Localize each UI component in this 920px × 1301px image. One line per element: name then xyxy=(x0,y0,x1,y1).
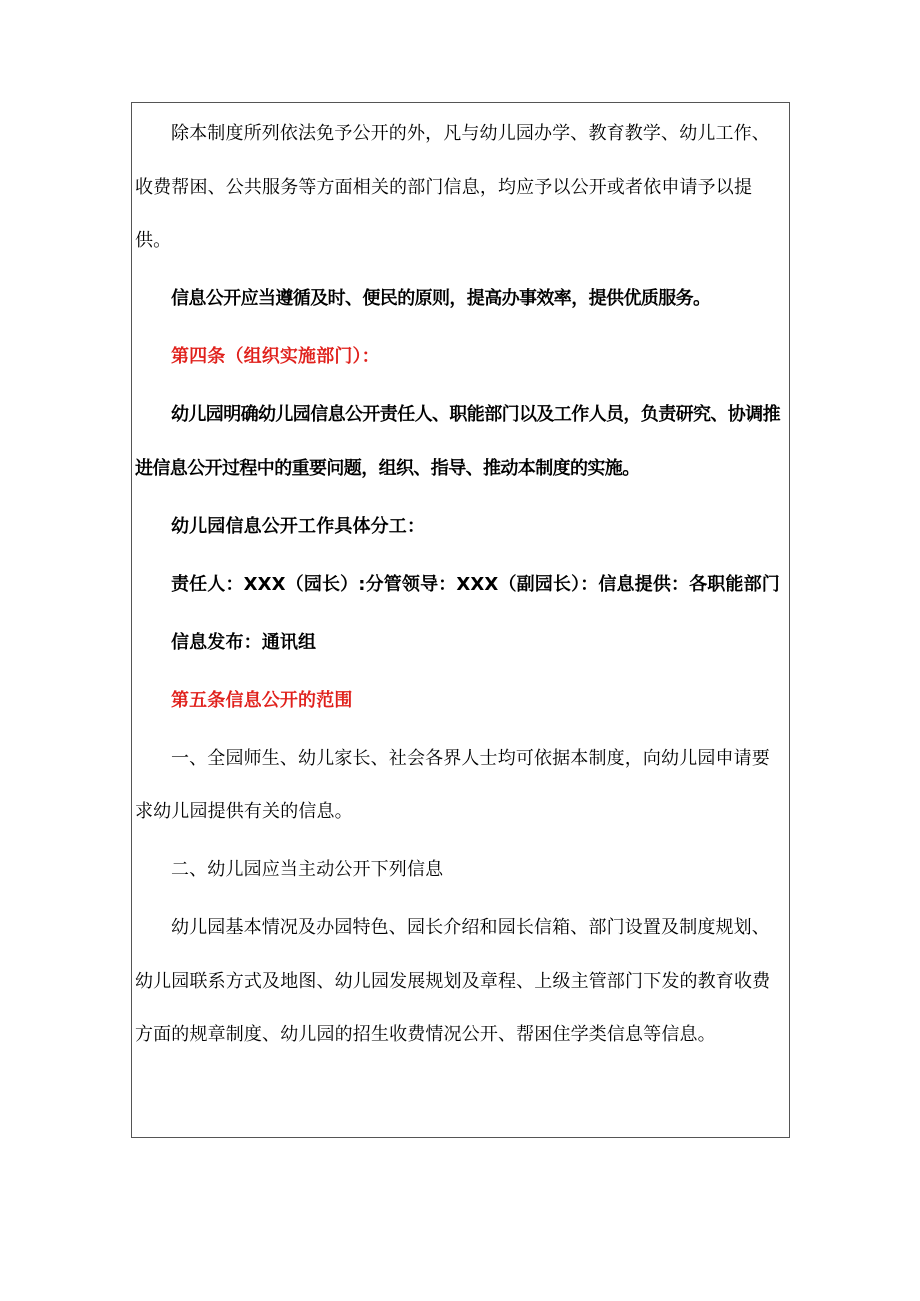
heading-article-4: 第四条（组织实施部门）： xyxy=(171,346,380,367)
paragraph-division-roles: 责任人：XXX（园长）:分管领导：XXX（副园长）：信息提供：各职能部门 xyxy=(171,573,780,595)
paragraph-scope-1: 一、全园师生、幼儿家长、社会各界人士均可依据本制度，向幼儿园申请要求幼儿园提供有关的信息。 xyxy=(135,747,770,822)
paragraph-scope-2: 二、幼儿园应当主动公开下列信息 xyxy=(171,859,444,880)
document-body xyxy=(135,103,788,1062)
paragraph-scope-details: 幼儿园基本情况及办园特色、园长介绍和园长信箱、部门设置及制度规划、幼儿园联系方式及地图、幼儿园发展规划及章程、上级主管部门下发的教育收费方面的规章制度、幼儿园的招生收费情况公开、帮困住学类信息等信息。 xyxy=(135,917,771,1045)
paragraph-responsibility: 幼儿园明确幼儿园信息公开责任人、职能部门以及工作人员，负责研究、协调推进信息公开过程中的重要问题，组织、指导、推动本制度的实施。 xyxy=(135,404,780,479)
heading-article-5: 第五条信息公开的范围 xyxy=(171,689,353,711)
document-frame xyxy=(131,102,790,1138)
paragraph-division-title: 幼儿园信息公开工作具体分工： xyxy=(171,515,426,537)
paragraph-publishing: 信息发布：通讯组 xyxy=(171,631,317,653)
paragraph-principles: 信息公开应当遵循及时、便民的原则，提高办事效率，提供优质服务。 xyxy=(171,288,711,309)
paragraph-exemption-scope: 除本制度所列依法免予公开的外，凡与幼儿园办学、教育教学、幼儿工作、收费帮困、公共服务等方面相关的部门信息，均应予以公开或者依申请予以提供。 xyxy=(135,123,770,251)
